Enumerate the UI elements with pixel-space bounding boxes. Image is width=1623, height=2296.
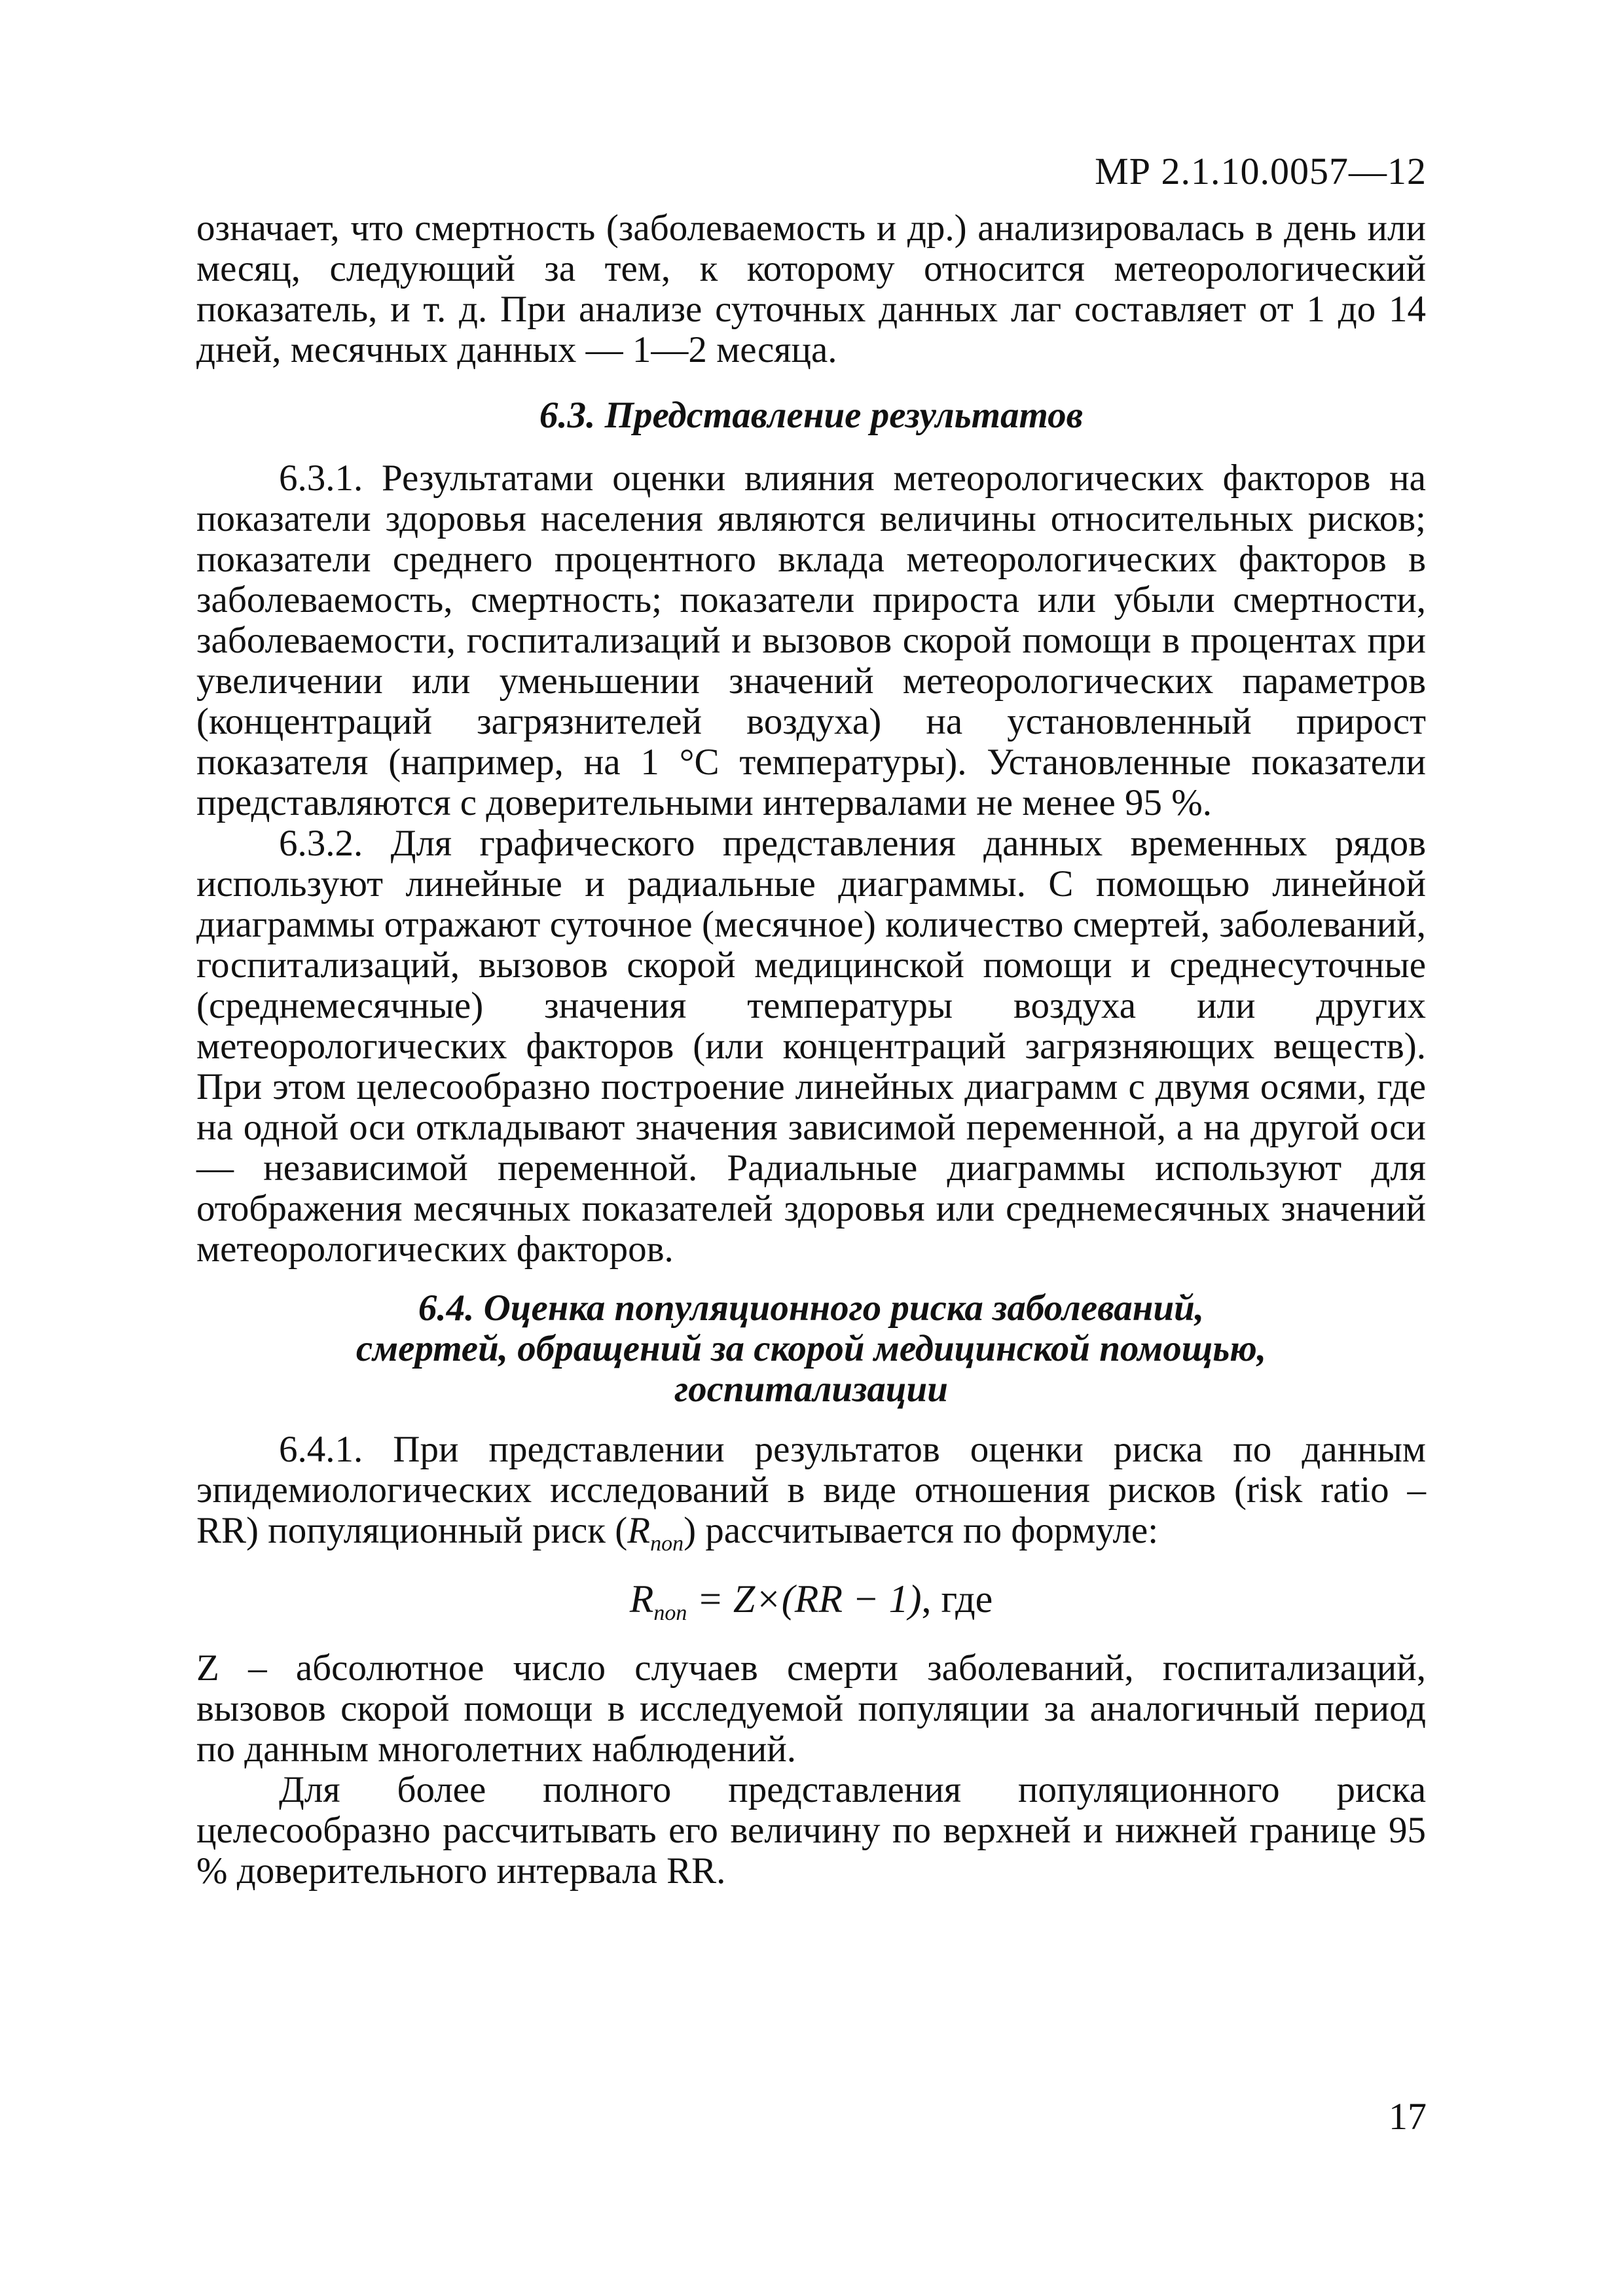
paragraph-6-4-1-text-a: 6.4.1. При представлении результатов оценки риска по данным эпидемиологических исследований в виде отношения рисков (risk ratio – RR) популяционный риск ( [196, 1429, 1426, 1551]
formula-rhs: = Z×(RR − 1) [687, 1577, 922, 1621]
paragraph-z-definition: Z – абсолютное число случаев смерти заболеваний, госпитализаций, вызовов скорой помощи в исследуемой популяции за аналогичный период по данным многолетних наблюдений. [196, 1647, 1426, 1770]
paragraph-6-3-1: 6.3.1. Результатами оценки влияния метеорологических факторов на показатели здоровья населения являются величины относительных рисков; показатели среднего процентного вклада метеорологических факторов в заболеваемость, смертность; показатели прироста или убыли смертности, заболеваемости, госпитализаций и вызовов скорой помощи в процентах при увеличении или уменьшении значений метеорологических параметров (концентраций загрязнителей воздуха) на установленный прирост показателя (например, на 1 °С температуры). Установленные показатели представляются с доверительными интервалами не менее 95 %. [196, 457, 1426, 823]
paragraph-6-4-1-variable: R [627, 1510, 651, 1551]
section-6-4-title-line-2: смертей, обращений за скорой медицинской помощью, [356, 1328, 1267, 1369]
section-6-3-title: 6.3. Представление результатов [539, 395, 1084, 436]
paragraph-final: Для более полного представления популяционного риска целесообразно рассчитывать его величину по верхней и нижней границе 95 % доверительного интервала RR. [196, 1769, 1426, 1892]
section-6-4-title-line-1: 6.4. Оценка популяционного риска заболеваний, [418, 1287, 1205, 1329]
formula-suffix: , где [921, 1577, 993, 1621]
document-code-header: МР 2.1.10.0057—12 [1095, 150, 1427, 192]
paragraph-6-3-2: 6.3.2. Для графического представления данных временных рядов используют линейные и радиальные диаграммы. С помощью линейной диаграммы отражают суточное (месячное) количество смертей, заболеваний, госпитализаций, вызовов скорой медицинской помощи и среднесуточные (среднемесячные) значения температуры воздуха или других метеорологических факторов (или концентраций загрязняющих веществ). При этом целесообразно построение линейных диаграмм с двумя осями, где на одной оси откладывают значения зависимой переменной, а на другой оси — независимой переменной. Радиальные диаграммы используют для отображения месячных показателей здоровья или среднемесячных значений метеорологических факторов. [196, 823, 1426, 1270]
document-body [196, 208, 1426, 1892]
paragraph-6-4-1 [196, 1429, 1426, 1564]
intro-paragraph: означает, что смертность (заболеваемость и др.) анализировалась в день или месяц, следующий за тем, к которому относится метеорологический показатель, и т. д. При анализе суточных данных лаг составляет от 1 до 14 дней, месячных данных — 1—2 месяца. [196, 207, 1426, 370]
formula-lhs-subscript: поп [653, 1601, 687, 1625]
section-6-4-title-line-3: госпитализации [674, 1369, 948, 1410]
paragraph-6-4-1-subscript: поп [650, 1532, 684, 1556]
page-number: 17 [1389, 2095, 1427, 2138]
paragraph-6-4-1-text-b: ) рассчитывается по формуле: [684, 1510, 1159, 1551]
section-6-4-title [196, 1288, 1426, 1410]
formula-lhs-variable: R [629, 1577, 654, 1621]
population-risk-formula [196, 1579, 1426, 1634]
